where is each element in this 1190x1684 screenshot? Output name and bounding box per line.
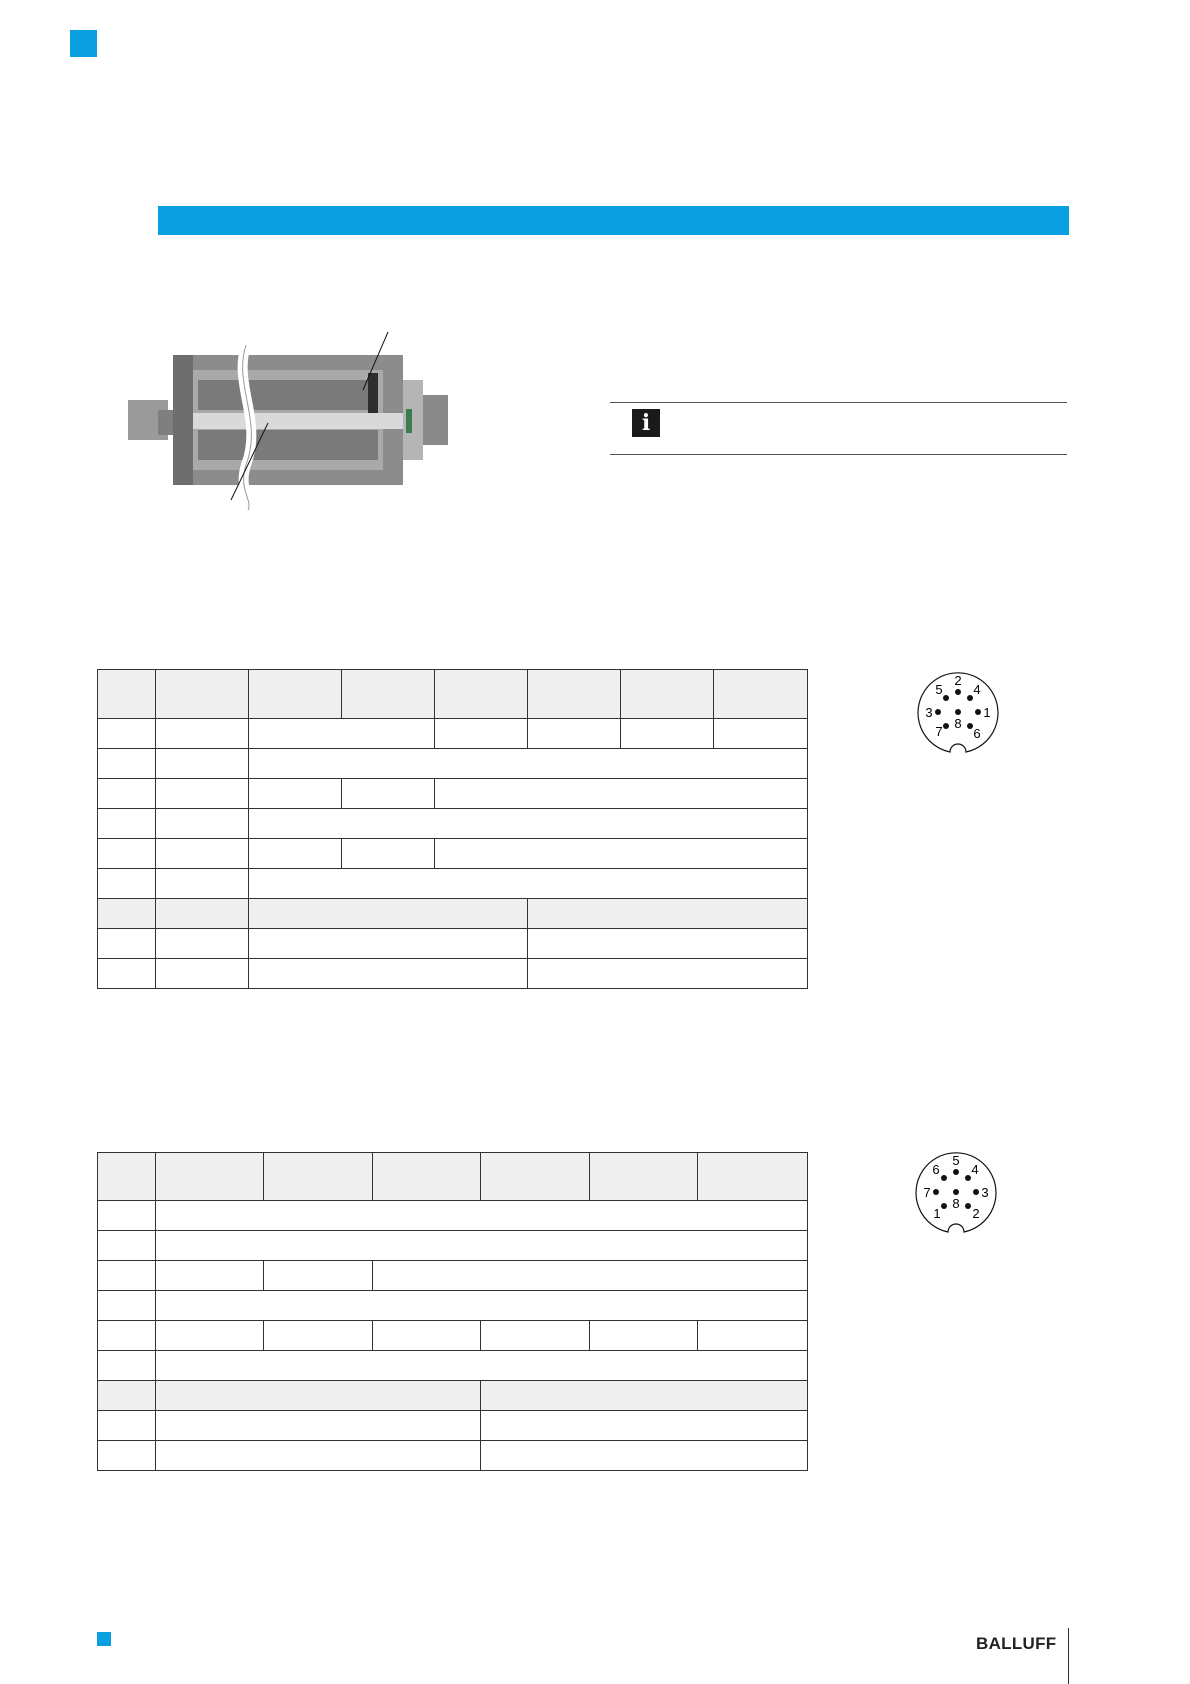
table-row [98,719,808,749]
table-row [98,1291,808,1321]
pin-label: 3 [925,705,933,720]
sensor-cutaway-illustration [118,325,448,510]
table-row [98,959,808,989]
table-row [98,749,808,779]
table-header-row [98,670,808,719]
pin-label: 4 [973,682,981,697]
table-row [98,1201,808,1231]
table-row [98,1261,808,1291]
table-row [98,1441,808,1471]
pin-assignment-table-2 [97,1152,808,1471]
table-row [98,809,808,839]
connector-pinout-diagram-2 [910,1148,1002,1240]
pin-label: 8 [952,1196,960,1211]
pin-label: 5 [935,682,943,697]
table-row [98,1411,808,1441]
table-subheader-row [98,1381,808,1411]
info-box-top-rule [610,402,1067,403]
section-header-bar [158,206,1069,235]
corner-marker [70,30,97,57]
pin-label: 7 [923,1185,931,1200]
table-row [98,839,808,869]
table-row [98,869,808,899]
page-marker [97,1632,111,1646]
pin-label: 5 [952,1153,960,1168]
pin-label: 1 [983,705,991,720]
pin-assignment-table-1 [97,669,808,989]
table-row [98,1351,808,1381]
table-subheader-row [98,899,808,929]
pin-label: 4 [971,1162,979,1177]
table-row [98,1231,808,1261]
info-box-bottom-rule [610,454,1067,455]
table-row [98,929,808,959]
pin-label: 2 [954,673,962,688]
pin-label: 3 [981,1185,989,1200]
brand-logo: BALLUFF [976,1634,1057,1653]
pin-label: 1 [933,1206,941,1221]
pin-label: 6 [932,1162,940,1177]
connector-pinout-diagram-1 [912,668,1004,760]
table-row [98,1321,808,1351]
pin-label: 7 [935,724,943,739]
info-icon [632,409,660,437]
pin-label: 6 [973,726,981,741]
table-row [98,779,808,809]
footer-divider [1068,1628,1069,1684]
table-header-row [98,1153,808,1201]
pin-label: 2 [972,1206,980,1221]
pin-label: 8 [954,716,962,731]
